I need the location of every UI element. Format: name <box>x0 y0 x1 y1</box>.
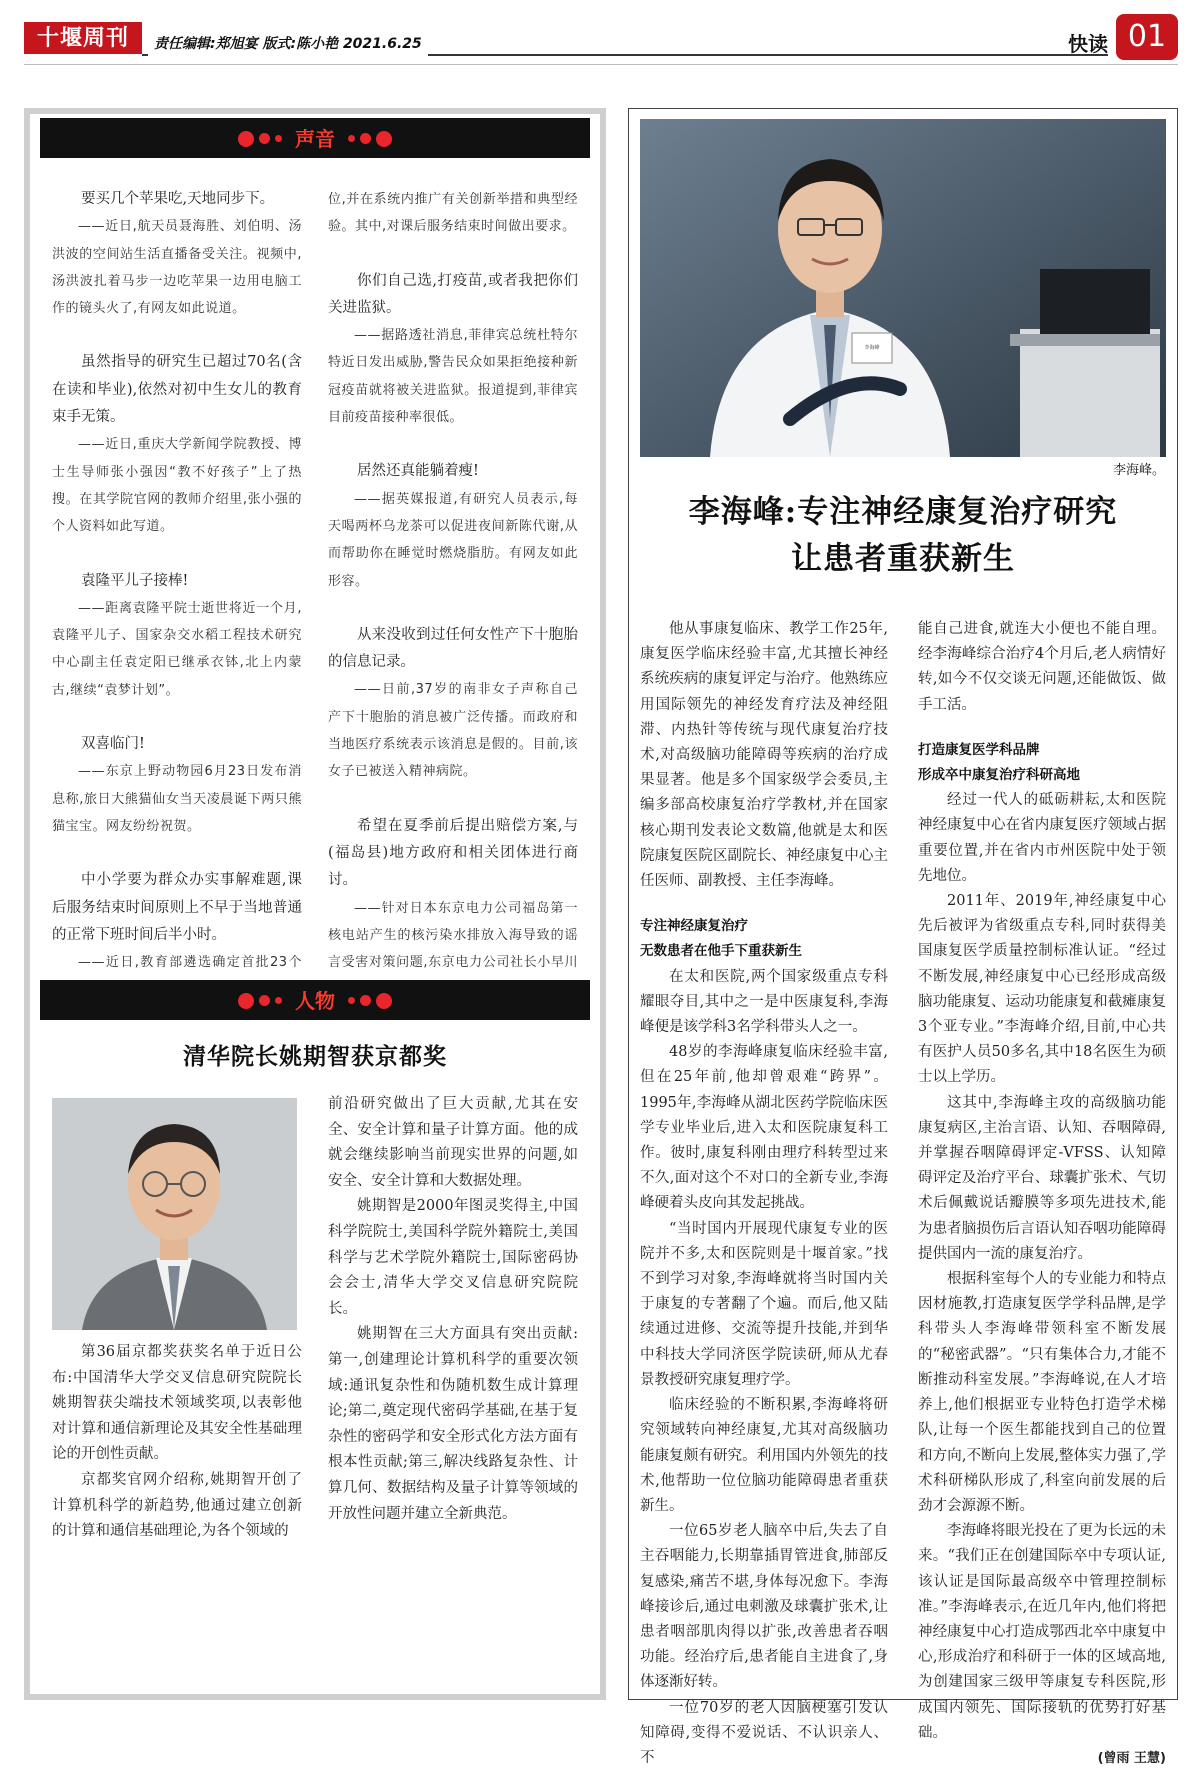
paragraph: 这其中,李海峰主攻的高级脑功能康复病区,主治言语、认知、吞咽障碍,并掌握吞咽障碍评定-VFSS、认知障碍评定及治疗平台、球囊扩张术、气切术后佩戴说话瓣膜等多项先进技术,能为患者脑损伤后言语认知吞咽功能障碍提供国内一流的康复治疗。 <box>918 1094 1166 1262</box>
quote-source: ——近日,重庆大学新闻学院教授、博士生导师张小强因“教不好孩子”上了热搜。在其学院官网的教师介绍里,张小强的个人资料如此写道。 <box>52 437 302 535</box>
paragraph: 他从事康复临床、教学工作25年,康复医学临床经验丰富,尤其擅长神经系统疾病的康复评定与治疗。他熟练应用国际领先的神经发育疗法及神经阻滞、内热针等传统与现代康复治疗技术,对高级脑功能障碍等疾病的治疗成果显著。他是多个国家级学会委员,主编多部高校康复治疗学教材,并在国家核心期刊发表论文数篇,他就是太和医院康复医院区副院长、神经康复中心主任医师、副教授、主任李海峰。 <box>640 621 888 890</box>
paragraph: 一位70岁的老人因脑梗塞引发认知障碍,变得不爱说话、不认识亲人、不 <box>640 1699 888 1766</box>
paragraph: 第36届京都奖获奖名单于近日公布:中国清华大学交叉信息研究院院长姚期智获尖端技术领域奖项,以表彰他对计算和通信新理论及其安全性基础理论的开创性贡献。 <box>52 1344 302 1463</box>
dot-icon <box>376 131 392 147</box>
right-panel <box>628 108 1178 1766</box>
quote-source: ——据英媒报道,有研究人员表示,每天喝两杯乌龙茶可以促进夜间新陈代谢,从而帮助你在睡觉时燃烧脂肪。有网友如此形容。 <box>328 491 578 589</box>
quote-source: ——东京上野动物园6月23日发布消息称,旅日大熊猫仙女当天凌晨诞下两只熊猫宝宝。网友纷纷祝贺。 <box>52 764 302 834</box>
quote-source: ——近日,航天员聂海胜、刘伯明、汤洪波的空间站生活直播备受关注。视频中,汤洪波扎着马步一边吃苹果一边用电脑工作的镜头火了,有网友如此说道。 <box>52 219 302 317</box>
name-badge: 李海峰 <box>864 345 880 351</box>
page-header <box>24 14 1178 58</box>
section-label: 快读 <box>1068 32 1108 56</box>
paragraph: 根据科室每个人的专业能力和特点因材施教,打造康复医学学科品牌,是学科带头人李海峰带领科室不断发展的“秘密武器”。“只有集体合力,才能不断推动科室发展。”李海峰说,在人才培养上,他们根据亚专业特色打造学术梯队,让每一个医生都能找到自己的位置和方向,不断向上发展,整体实力强了,学术科研梯队形成了,科室向前发展的后劲才会源源不断。 <box>918 1271 1166 1514</box>
voice-section-bar <box>40 118 590 158</box>
quote: 你们自己选,打疫苗,或者我把你们关进监狱。 <box>328 272 578 316</box>
doctor-illustration <box>640 119 1166 457</box>
dot-icon <box>376 993 392 1009</box>
quote: 虽然指导的研究生已超过70名(含在读和毕业),依然对初中生女儿的教育束手无策。 <box>52 354 302 426</box>
paragraph-continued: 能自己进食,就连大小便也不能自理。经李海峰综合治疗4个月后,老人病情好转,如今不仅交谈无问题,还能做饭、做手工活。 <box>918 621 1166 713</box>
quote: 要买几个苹果吃,天地同步下。 <box>81 191 275 207</box>
paragraph: 在太和医院,两个国家级重点专科耀眼夺目,其中之一是中医康复科,李海峰便是该学科3名学科带头人之一。 <box>640 968 888 1036</box>
page-number-badge: 01 <box>1116 14 1178 60</box>
voice-column-left <box>52 186 302 1004</box>
quote-source-continued: 位,并在系统内推广有关创新举措和典型经验。其中,对课后服务结束时间做出要求。 <box>328 192 578 235</box>
paragraph: 京都奖官网介绍称,姚期智开创了计算机科学的新趋势,他通过建立创新的计算和通信基础理论,为各个领域的 <box>52 1471 302 1540</box>
dot-icon <box>238 131 254 147</box>
paragraph: 经过一代人的砥砺耕耘,太和医院神经康复中心在省内康复医疗领域占据重要位置,并在省内市州医院中处于领先地位。 <box>918 792 1166 884</box>
voice-section-title: 声音 <box>295 126 335 151</box>
quote: 中小学要为群众办实事解难题,课后服务结束时间原则上不早于当地普通的正常下班时间后半小时。 <box>52 872 302 943</box>
article-column-right <box>918 617 1166 1771</box>
paragraph: 姚期智在三大方面具有突出贡献:第一,创建理论计算机科学的重要次领域:通讯复杂性和伪随机数生成计算理论;第二,奠定现代密码学基础,在基于复杂性的密码学和安全形式化方法方面有根本性贡献;第三,解决线路复杂性、计算几何、数据结构及量子计算等领域的开放性问题并建立全新典范。 <box>328 1326 578 1522</box>
subheading: 形成卒中康复治疗科研高地 <box>918 767 1080 784</box>
paragraph: 2011年、2019年,神经康复中心先后被评为省级重点专科,同时获得美国康复医学质量控制标准认证。“经过不断发展,神经康复中心已经形成高级脑功能康复、运动功能康复和截瘫康复3个亚专业。”李海峰介绍,目前,中心共有医护人员50多名,其中18名医生为硕士以上学历。 <box>918 893 1166 1086</box>
person-headline: 清华院长姚期智获京都奖 <box>183 1043 447 1070</box>
headline-line-1: 李海峰:专注神经康复治疗研究 <box>688 494 1118 530</box>
dot-icon <box>275 135 282 142</box>
quote: 双喜临门! <box>81 736 145 753</box>
dot-icon <box>259 133 270 144</box>
subheading: 无数患者在他手下重获新生 <box>640 943 802 960</box>
person-text-right <box>328 1092 578 1527</box>
portrait-photo <box>52 1098 297 1330</box>
article-headline <box>629 489 1177 583</box>
subheading: 专注神经康复治疗 <box>640 918 748 935</box>
person-text-left <box>52 1340 302 1545</box>
dot-icon <box>348 997 355 1004</box>
portrait-illustration <box>52 1098 297 1330</box>
dot-icon <box>259 995 270 1006</box>
quote: 居然还真能躺着瘦! <box>357 463 479 480</box>
paragraph: 李海峰将眼光投在了更为长远的未来。“我们正在创建国际卒中专项认证,该认证是国际最高级卒中管理控制标准。”李海峰表示,在近几年内,他们将把神经康复中心打造成鄂西北卒中康复中心,形成治疗和科研于一体的区域高地,为创建国家三级甲等康复专科医院,形成国内领先、国际接轨的优势打好基础。 <box>918 1523 1166 1741</box>
person-section-bar <box>40 980 590 1020</box>
masthead: 十堰周刊 <box>24 22 142 54</box>
quote: 从来没收到过任何女性产下十胞胎的信息记录。 <box>328 626 578 671</box>
quote-source: ——针对日本东京电力公司福岛第一核电站产生的核污染水排放入海导致的谣言受害对策问题,东京电力公司社长小早川 <box>328 900 578 971</box>
paragraph: 48岁的李海峰康复临床经验丰富,但在25年前,他却曾艰难“跨界”。1995年,李海峰从湖北医药学院临床医学专业毕业后,进入太和医院康复科工作。彼时,康复科刚由理疗科转型过来不久,面对这个不对口的全新专业,李海峰硬着头皮向其发起挑战。 <box>640 1044 888 1212</box>
left-panel <box>24 108 606 1700</box>
paragraph: 一位65岁老人脑卒中后,失去了自主吞咽能力,长期靠插胃管进食,肺部反复感染,痛苦不堪,身体每况愈下。李海峰接诊后,通过电刺激及球囊扩张术,让患者咽部肌肉得以扩张,改善患者吞咽功能。经治疗后,患者能自主进食了,身体逐渐好转。 <box>640 1523 888 1691</box>
quote-source: ——据路透社消息,菲律宾总统杜特尔特近日发出威胁,警告民众如果拒绝接种新冠疫苗就将被关进监狱。报道提到,菲律宾目前疫苗接种率很低。 <box>328 328 578 426</box>
editor-meta: 责任编辑:郑旭宴 版式:陈小艳 2021.6.25 <box>148 32 428 56</box>
quote-source: ——近日,教育部遴选确定首批23个 <box>78 955 302 971</box>
paragraph: “当时国内开展现代康复专业的医院并不多,太和医院则是十堰首家。”找不到学习对象,李海峰就将当时国内关于康复的专著翻了个遍。而后,他又陆续通过进修、交流等提升技能,并到华中科技大学同济医学院读研,师从尤春景教授研究康复理疗学。 <box>640 1220 888 1388</box>
dot-icon <box>360 133 371 144</box>
dot-icon <box>275 997 282 1004</box>
top-divider <box>24 64 1178 65</box>
dot-icon <box>348 135 355 142</box>
person-section-title: 人物 <box>295 988 335 1013</box>
quote-source: ——距离袁隆平院士逝世将近一个月,袁隆平儿子、国家杂交水稻工程技术研究中心副主任袁定阳已继承衣钵,北上内蒙古,继续“袁梦计划”。 <box>52 600 302 698</box>
headline-line-2: 让患者重获新生 <box>791 541 1015 577</box>
doctor-photo <box>640 119 1166 457</box>
article-column-left <box>640 617 888 1771</box>
byline: (曾雨 王慧) <box>1097 1750 1166 1766</box>
photo-caption: 李海峰。 <box>1112 463 1165 478</box>
quote: 袁隆平儿子接棒! <box>81 572 189 589</box>
voice-column-right <box>328 186 578 1004</box>
paragraph: 临床经验的不断积累,李海峰将研究领域转向神经康复,尤其对高级脑功能康复颇有研究。利用国内外领先的技术,他帮助一位位脑功能障碍患者重获新生。 <box>640 1397 888 1514</box>
subheading: 打造康复医学科品牌 <box>918 741 1040 758</box>
paragraph: 姚期智是2000年图灵奖得主,中国科学院院士,美国科学院外籍院士,美国科学与艺术学院外籍院士,国际密码协会会士,清华大学交叉信息研究院院长。 <box>328 1198 578 1317</box>
dot-icon <box>238 993 254 1009</box>
dot-icon <box>360 995 371 1006</box>
quote: 希望在夏季前后提出赔偿方案,与(福岛县)地方政府和相关团体进行商讨。 <box>328 817 578 889</box>
paragraph-continued: 前沿研究做出了巨大贡献,尤其在安全、安全计算和量子计算方面。他的成就会继续影响当前现实世界的问题,如安全、安全计算和大数据处理。 <box>328 1096 578 1189</box>
quote-source: ——日前,37岁的南非女子声称自己产下十胞胎的消息被广泛传播。而政府和当地医疗系统表示该消息是假的。目前,该女子已被送入精神病院。 <box>328 682 578 780</box>
